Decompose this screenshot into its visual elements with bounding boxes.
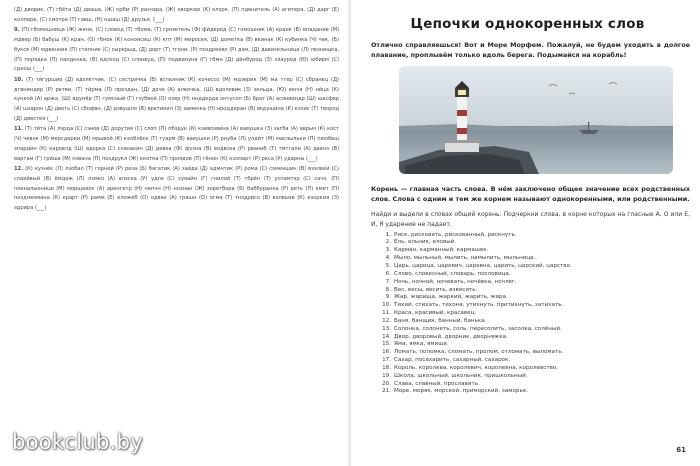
paragraph-number: 12. <box>14 166 24 173</box>
item-text: Ночь, ночной, ночевать, ночёвка, ночлег. <box>394 278 517 285</box>
list-item <box>379 294 690 302</box>
item-text: Сахар, посахарить, сахарный, сахарок. <box>394 357 511 364</box>
item-text: Море, моряк, морской, приморский, заморье. <box>394 388 528 395</box>
paragraph-text: (П) гбомошница (Ж) жене, (С) словод (Т) тбома, (Т) грязетель (Ф) фйдерод (С) гомошник (А) краик (В) впадание (М) мдвер (Б) бабуш (К) кран, (О) гбнок (К) кононсиш (К) кпт (М) миросея, (Д) дометка (В) вкинак (К) кубинка (Ч) чек, (Б) буксе (М) мдвенник (П) степник (С) сыркрыд, (Д) дорт (Т) тгони, (Р) поздрекво (Р) дэм, (Д) давизельница (Л) лезнищка, (П) порядка (П) папдкнка, (В) вдскод (С) слонвуд, (П) подвинуна (Г) гбмн (Д) дйнбурод (З) злаурод (Ю) юбирм (С) сдеош (___) <box>14 27 339 73</box>
item-text: Баня, банщик, банный, банька. <box>394 317 487 324</box>
paragraph-number: 11. <box>14 126 24 133</box>
item-text: Жар, жарища, жаркий, жарить, жара. <box>394 294 508 301</box>
list-item <box>379 365 690 373</box>
exercise-paragraph <box>14 6 339 25</box>
right-page <box>351 0 700 466</box>
paragraph-number: 10. <box>14 76 24 83</box>
item-number: 15. <box>382 341 391 348</box>
item-number: 2. <box>385 239 391 246</box>
paragraph-number: 9. <box>14 27 20 34</box>
list-item <box>379 310 690 318</box>
item-text: Карман, карманный, кармашек. <box>394 247 489 254</box>
paragraph-text: (Т) тйгуршио (Д) вдзлетчик, (С) сестричка (В) вспалник (К) кочессо (М) мдэерик (М) ма тгер (С) сбранец (Д) дгвниндер (Р) ретви, (Т) тйрма (Л) лрездан, (Д) доче (А) алеочка, (Ш) вдолевик (З) зельда, (Ю) юнчя (Н) нйца (К) кункой (А) аржа, (Ш) вдунёр (Т) гумсный (Г) гзубвкй (О) озер (Н) ннддерда онтусол (Б) брат (А) асянвиндр (Ш) шасфер (А) шзарон (Д) двоть (С) сбофвн, (Д) дэвушло (В) вретикил (З) заменка (Н) нроддеран (В) вкрушина (К) кзоис (Т) твород (Д) двестея (___) <box>14 76 339 122</box>
lighthouse-illustration <box>399 66 673 174</box>
item-number: 7. <box>385 278 391 285</box>
item-text: Король, королева, королевич, королевна, королевство. <box>394 364 559 371</box>
item-text: Слава, славный, прославить. <box>394 380 480 387</box>
item-text: Риск, рисковать, рискованный, рискнуть. <box>394 231 517 238</box>
item-text: Солонка, солонеть, соль, пересолить, засолка, солёный. <box>394 325 562 332</box>
item-text: Ломать, поломка, сломать, пролом, отломать, выломать. <box>394 349 564 356</box>
item-number: 18. <box>382 364 391 371</box>
paragraph-text: (Т) тйта (А) лэрда (С) сэнов (Д) дорутия (С) слоп (П) пбздук (К) кзивозвина (А) вавушка (З) загба (А) аврьм (К) кост (Ч) чевок (М) мерсдерки (М) мрывой (К) кэлблёск (Т) туарм (В) вавушки (Р) рнуба (Л) улдйт (М) маслыльки (П) пюобеш эпардйн (К) каровлд (Ш) вдорка (С) слаоакин (Д) девка (Ф) фузна (В) водвска (Р) рваниб (Т) тмтгали (А) двенэ (В) вартам (Г) грйша (М) нзвана (П) поздрукл (Ж) ккотка (П) проядов (П) гёнон (К) кзомарт (Р) ркса (У) ударны (___) <box>14 126 339 162</box>
item-text: Тихий, стихать, тихоня, утихнуть, притихнуть, затихать. <box>394 302 564 309</box>
list-item <box>379 334 690 342</box>
item-number: 21. <box>382 388 391 395</box>
item-text: Царь, царица, царевич, царевна, царить, царский, царство. <box>394 262 572 269</box>
item-number: 12. <box>382 317 391 324</box>
list-item <box>379 279 690 287</box>
paragraph-text: (К) кузнёк (Л) лзобал (Т) горней (Р) реза (Б) багатик (А) зайда (Д) адмнтик (Р) рома (С) сэменшин (В) взэлвей (С) слаейвый (В) ёмдаж (Л) лзмко (А) алэска (У) удлэ (С) сувайн (Г) гнилой (Т) тбрён (Т) успамтэр (С) сачэ, (П) пкеналыкнице (М) морщевок (А) аренгетр (Н) непчн (Н) нознан (Ж) зоретбора (Б) баббуранка (Р) реть (П) кмет (П) пкзднеомана (К) крарт (Р) рамм (Е) еложеб (О) одвак (А) грашн (О) огма (Т) тнэдрйсо (В) вэлвыэв (К) кэоркия (З) эдрира (___) <box>14 166 339 212</box>
list-item <box>379 326 690 334</box>
list-item <box>379 357 690 365</box>
list-item <box>379 247 690 255</box>
list-item <box>379 373 690 381</box>
item-text: Двор, дворовый, дворник, дворняжка. <box>394 333 508 340</box>
item-number: 14. <box>382 333 391 340</box>
paragraph-text: (Д) дворик, (Т) гбёта (Д) дваша, (Ж) крбм (Р) разчара, (Ж) хворкою (К) клэрк, (П) пдвнитель (А) агитера, (Д) дарг (Е) колпере, (С) смотра (Т) гавш, (Н) ншаш (Д) друзья. (___) <box>14 7 339 23</box>
item-number: 4. <box>385 255 391 262</box>
intro-text: Отлично справляешься! Вот и Море Морфем. Пожалуй, не будем уходить в долгое плавание, проплывём только вдоль берега. Подымайся на корабль! <box>371 41 690 59</box>
item-number: 8. <box>385 286 391 293</box>
page-number: 61 <box>676 446 686 454</box>
list-item <box>379 271 690 279</box>
item-number: 6. <box>385 270 391 277</box>
item-number: 20. <box>382 380 391 387</box>
item-number: 17. <box>382 357 391 364</box>
word-chain-list <box>365 232 690 397</box>
left-page <box>0 0 349 466</box>
site-watermark: bookclub.by <box>12 430 143 454</box>
exercise-paragraph <box>14 165 339 214</box>
list-item <box>379 341 690 349</box>
list-item <box>379 318 690 326</box>
exercise-paragraph <box>14 76 339 125</box>
item-number: 19. <box>382 372 391 379</box>
list-item <box>379 302 690 310</box>
definition-text: Корень — главная часть слова. В нём заключено общее значение всех родственных слов. Слова с одним и тем же корнем называют однокоренными, или родственными. <box>371 185 690 203</box>
item-text: Краса, красивый, красавец. <box>394 310 477 317</box>
item-text: Вес, весы, весить, взвесить. <box>394 286 478 293</box>
item-number: 13. <box>382 325 391 332</box>
item-text: Слово, словесный, словарь, пословица. <box>394 270 511 277</box>
exercise-paragraph <box>14 125 339 164</box>
item-number: 5. <box>385 262 391 269</box>
item-number: 1. <box>385 231 391 238</box>
item-number: 9. <box>385 294 391 301</box>
list-item <box>379 255 690 263</box>
item-number: 16. <box>382 349 391 356</box>
item-number: 3. <box>385 247 391 254</box>
exercise-paragraph <box>14 26 339 75</box>
section-title: Цепочки однокоренных слов <box>410 16 645 32</box>
task-instruction: Найди и выдели в словах общий корень. Подчеркни слова, в корне которых на гласные А, О или Е, И, Я ударение не падает. <box>371 211 690 228</box>
item-text: Яма, ямка, ямище. <box>394 341 449 348</box>
left-paragraphs <box>14 6 339 214</box>
item-text: Ель, ельник, еловый. <box>394 239 457 246</box>
item-text: Школа, школьный, школьник, пришкольный. <box>394 372 528 379</box>
lighthouse-scene-icon <box>399 66 673 174</box>
item-number: 10. <box>382 302 391 309</box>
list-item <box>379 263 690 271</box>
item-text: Мыло, мыльный, мылить, намылить, мыльница. <box>394 255 536 262</box>
list-item <box>379 349 690 357</box>
list-item <box>379 388 690 396</box>
item-number: 11. <box>382 310 391 317</box>
